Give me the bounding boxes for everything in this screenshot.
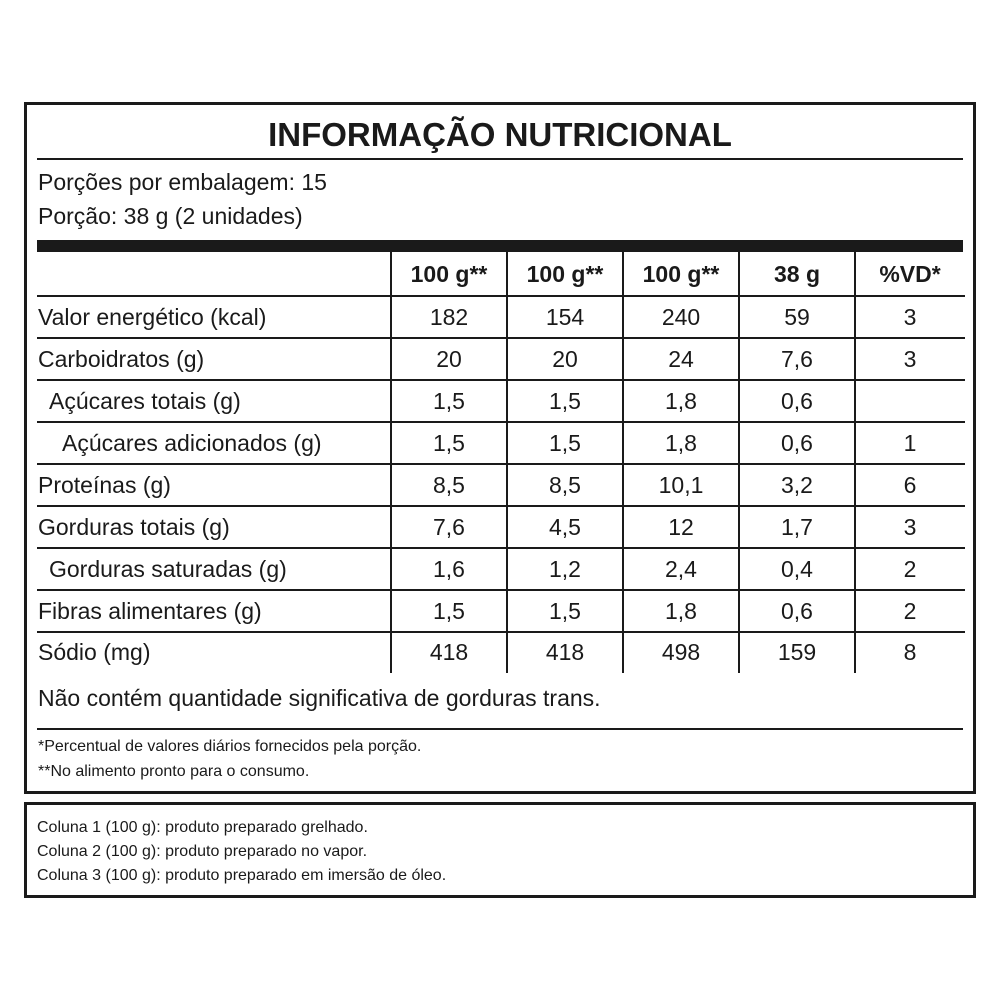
nutrient-value: 0,4 [781, 555, 813, 582]
nutrient-name: Açúcares totais (g) [49, 387, 241, 414]
nutrient-value: 1,2 [549, 555, 581, 582]
note-column-1: Coluna 1 (100 g): produto preparado grelhado. [37, 819, 368, 836]
column-header: 38 g [773, 260, 821, 287]
nutrient-value: 154 [545, 303, 585, 330]
nutrient-name: Fibras alimentares (g) [38, 597, 262, 624]
thick-divider [37, 240, 963, 252]
nutrient-value: 418 [545, 639, 585, 665]
nutrient-value: 3 [903, 345, 917, 372]
nutrient-value: 59 [784, 303, 810, 330]
note-column-3: Coluna 3 (100 g): produto preparado em imersão de óleo. [37, 867, 447, 884]
nutrient-value: 4,5 [549, 513, 581, 540]
nutrient-value: 24 [668, 345, 694, 372]
footnote-ready-to-eat: **No alimento pronto para o consumo. [38, 763, 310, 780]
note-column-2: Coluna 2 (100 g): produto preparado no vapor. [37, 843, 368, 860]
preparation-notes [24, 802, 976, 898]
nutrient-value: 2,4 [665, 555, 697, 582]
nutrient-value: 7,6 [781, 345, 813, 372]
nutrient-value: 182 [429, 303, 469, 330]
nutrition-table [37, 252, 965, 673]
nutrient-value: 3 [903, 513, 917, 540]
nutrient-value: 12 [668, 513, 694, 540]
nutrient-name: Proteínas (g) [38, 471, 171, 498]
nutrient-name: Gorduras totais (g) [38, 513, 230, 540]
servings-per-package: Porções por embalagem: 15 [38, 169, 327, 195]
nutrient-value: 3,2 [781, 471, 813, 498]
nutrient-value [855, 380, 965, 422]
nutrient-value: 2 [903, 597, 917, 624]
nutrient-value: 1,6 [433, 555, 465, 582]
nutrient-value: 1,5 [549, 597, 581, 624]
column-header: 100 g** [642, 260, 720, 287]
nutrient-value: 20 [552, 345, 578, 372]
column-header: 100 g** [410, 260, 488, 287]
nutrient-value: 1,5 [433, 387, 465, 414]
label-title: INFORMAÇÃO NUTRICIONAL [268, 116, 732, 153]
nutrient-value: 418 [429, 639, 469, 665]
nutrient-value: 1,8 [665, 387, 697, 414]
nutrient-value: 159 [777, 639, 817, 665]
nutrient-value: 1,5 [549, 429, 581, 456]
nutrient-value: 0,6 [781, 387, 813, 414]
nutrient-value: 20 [436, 345, 462, 372]
nutrient-value: 498 [661, 639, 701, 665]
title-divider [37, 158, 963, 160]
column-header: 100 g** [526, 260, 604, 287]
nutrient-value: 8 [903, 639, 917, 665]
serving-size: Porção: 38 g (2 unidades) [38, 203, 303, 229]
footnote-daily-values: *Percentual de valores diários fornecidos pela porção. [38, 738, 422, 755]
nutrient-name: Gorduras saturadas (g) [49, 555, 287, 582]
nutrient-value: 1,5 [549, 387, 581, 414]
nutrition-label [24, 102, 976, 794]
nutrient-value: 8,5 [433, 471, 465, 498]
nutrient-value: 10,1 [658, 471, 704, 498]
nutrient-value: 1,5 [433, 429, 465, 456]
nutrient-name: Valor energético (kcal) [38, 303, 267, 330]
nutrient-value: 0,6 [781, 429, 813, 456]
nutrient-value: 1,8 [665, 597, 697, 624]
column-header: %VD* [879, 260, 941, 287]
nutrient-value: 7,6 [433, 513, 465, 540]
nutrient-value: 1,7 [781, 513, 813, 540]
nutrient-name: Carboidratos (g) [38, 345, 205, 372]
nutrient-name: Sódio (mg) [38, 639, 151, 665]
nutrient-value: 0,6 [781, 597, 813, 624]
footnote-divider [37, 728, 963, 730]
trans-fat-note: Não contém quantidade significativa de gorduras trans. [38, 685, 601, 711]
nutrient-value: 6 [903, 471, 917, 498]
nutrient-value: 1,8 [665, 429, 697, 456]
nutrient-value: 1,5 [433, 597, 465, 624]
nutrient-value: 3 [903, 303, 917, 330]
nutrient-value: 240 [661, 303, 701, 330]
nutrient-name: Açúcares adicionados (g) [62, 429, 322, 456]
nutrient-value: 8,5 [549, 471, 581, 498]
nutrient-value: 2 [903, 555, 917, 582]
nutrient-value: 1 [903, 429, 917, 456]
